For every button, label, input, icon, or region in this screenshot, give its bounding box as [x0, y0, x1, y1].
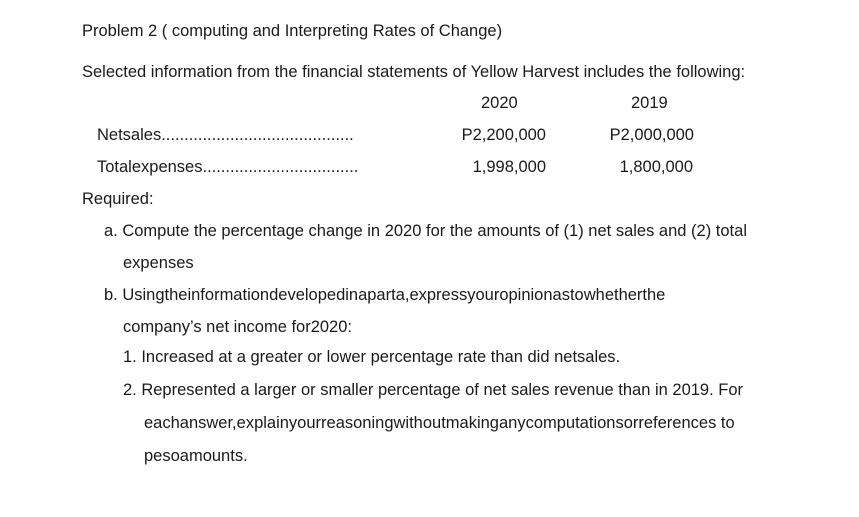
item-a-line-1: a. Compute the percentage change in 2020 for the amounts of (1) net sales and (2) total: [104, 222, 747, 240]
total-expenses-2019-value: 1,800,000: [619, 158, 693, 176]
item-a-line-2: expenses: [123, 254, 194, 272]
item-b2-line-1: 2. Represented a larger or smaller percentage of net sales revenue than in 2019. For: [123, 381, 744, 399]
year-header-2020: 2020: [481, 94, 518, 112]
year-header-2019: 2019: [631, 94, 668, 112]
total-expenses-2020-value: 1,998,000: [472, 158, 546, 176]
net-sales-2019-value: P2,000,000: [609, 126, 694, 144]
item-b2-line-3: pesoamounts.: [144, 447, 248, 465]
table-row-net-sales: [97, 125, 423, 145]
row-label-net-sales: Netsales: [97, 126, 162, 144]
item-b2-line-2: eachanswer,explainyourreasoningwithoutmakinganycomputationsorreferences to: [144, 414, 735, 432]
required-label: Required:: [82, 190, 154, 208]
problem-title: Problem 2 ( computing and Interpreting Rates of Change): [82, 22, 503, 40]
table-row-total-expenses: [97, 157, 415, 177]
net-sales-2020-value: P2,200,000: [461, 126, 546, 144]
item-b1: 1. Increased at a greater or lower percentage rate than did netsales.: [123, 348, 621, 366]
intro-text: Selected information from the financial statements of Yellow Harvest includes the following:: [82, 63, 746, 81]
item-b-line-1: b. Usingtheinformationdevelopedinaparta,expressyouropinionastowhetherthe: [104, 286, 666, 304]
row-leader-dots: ..........................................: [161, 126, 354, 144]
row-label-total-expenses: Totalexpenses: [97, 158, 203, 176]
row-leader-dots: ..................................: [202, 158, 359, 176]
item-b-line-2: company’s net income for2020:: [123, 318, 352, 336]
